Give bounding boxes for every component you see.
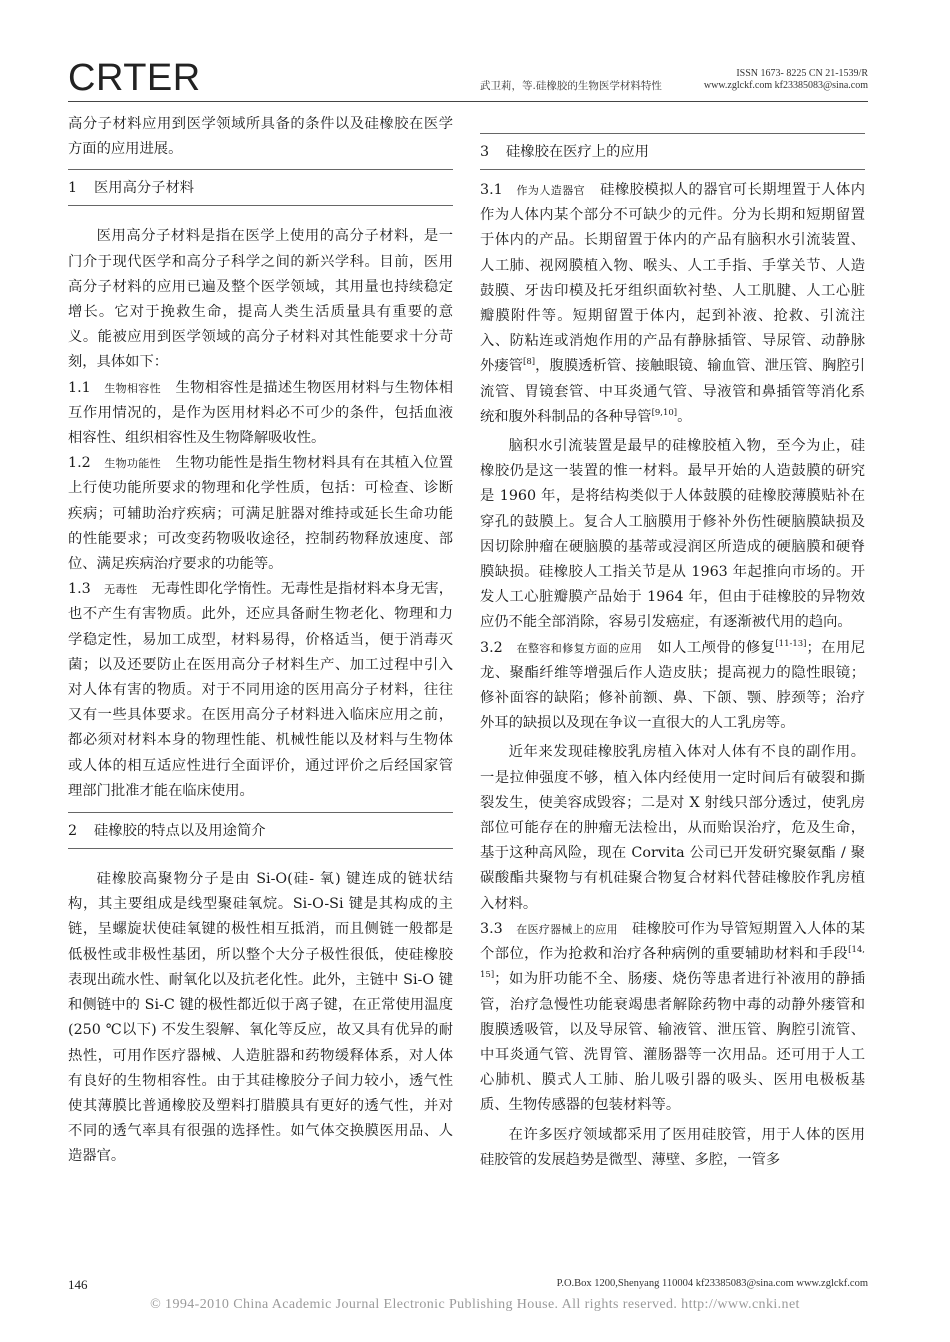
right-column (480, 112, 865, 1173)
subsection-head: 无毒性 (104, 583, 138, 597)
section-number: 1 (68, 180, 78, 197)
citation: [8] (523, 357, 536, 368)
intro-tail: 高分子材料应用到医学领域所具备的条件以及硅橡胶在医学方面的应用进展。 (68, 116, 453, 158)
page-header (68, 58, 868, 98)
citation: [9,10] (651, 408, 678, 419)
section-title: 医用高分子材料 (94, 180, 195, 197)
subsection-text: 如人工颅骨的修复 (657, 639, 776, 656)
subsection-text: 硅橡胶模拟人的器官可长期埋置于人体内作为人体内某个部分不可缺少的元件。分为长期和短期留置于体内的产品。长期留置于体内的产品有脑积水引流装置、人工肺、视网膜植入物、喉头、人工手指、手掌关节、人造鼓膜、牙齿印模及托牙组织面软衬垫、人工肌腱、人工心脏瓣膜附件等。短期留置于体内，起到补液、抢救、引流注入、防粘连或消炮作用的产品有静脉插管、导尿管、动静脉外瘘管 (480, 182, 866, 375)
subsection-3-1 (480, 178, 865, 430)
subsection-text: ；在用尼龙、聚酯纤维等增强后作人造皮肤；提高视力的隐性眼镜；修补面容的缺陷；修补前额、鼻、下颌、颚、脖颈等；治疗外耳的缺损以及现在争议一直很大的人工乳房等。 (480, 639, 866, 732)
subsection-number: 1.2 (68, 455, 91, 472)
journal-logo: CRTER (68, 57, 201, 99)
subsection-text: 生物相容性是描述生物医用材料与生物体相互作用情况的，是作为医用材料必不可少的条件，包括血液相容性、组织相容性及生物降解吸收性。 (68, 379, 453, 447)
subsection-3-3 (480, 917, 865, 1119)
page-number: 146 (68, 1277, 88, 1292)
section-3-1-paragraph: 脑积水引流装置是最早的硅橡胶植入物，至今为止，硅橡胶仍是这一装置的惟一材料。最早开始的人造鼓膜的研究是 1960 年，是将结构类似于人体鼓膜的硅橡胶薄膜贴补在穿孔的鼓膜上。复合人工脑膜用于修补外伤性硬脑膜缺损及因切除肿瘤在硬脑膜的基蒂或浸润区所造成的硬脑膜和硬脊膜缺损。硅橡胶人工指关节是从 1963 年起推向市场的。开发人工心脏瓣膜产品始于 1964 年，但由于硅橡胶的异物效应仍不能全部消除，容易引发癌症，有逐渐被代用的趋向。 (480, 438, 865, 631)
section-1-paragraph: 医用高分子材料是指在医学上使用的高分子材料，是一门介于现代医学和高分子科学之间的新兴学科。目前，医用高分子材料的应用已遍及整个医学领域，其用量也持续稳定增长。它对于挽救生命，提高人类生活质量具有重要的意义。能被应用到医学领域的高分子材料对其性能要求十分苛刻，具体如下： (68, 228, 453, 371)
subsection-text: 生物功能性是指生物材料具有在其植入位置上行使功能所要求的物理和化学性质，包括：可检查、诊断疾病；可辅助治疗疾病；可满足脏器对维持或延长生命功能的性能要求；可改变药物吸收途径，控制药物释放速度、部位、满足疾病治疗要求的功能等。 (68, 455, 453, 573)
section-rule (68, 812, 453, 813)
subsection-text: ，腹膜透析管、接触眼镜、输血管、泄压管、胸腔引流管、胃镜套管、中耳炎通气管、导液管和鼻插管等消化系统和腹外科制品的各种导管 (480, 358, 866, 425)
subsection-number: 3.1 (480, 182, 503, 198)
section-rule (68, 169, 453, 170)
subsection-head: 在医疗器械上的应用 (516, 922, 618, 936)
section-2-heading (68, 818, 453, 844)
section-3-3-paragraph: 在许多医疗领域都采用了医用硅胶管，用于人体的医用硅胶管的发展趋势是微型、薄壁、多腔，一管多 (480, 1126, 865, 1168)
citation: [11-13] (775, 638, 807, 649)
subsection-text: 无毒性即化学惰性。无毒性是指材料本身无害，也不产生有害物质。此外，还应具备耐生物老化、物理和力学稳定性，易加工成型，材料易得，价格适当，便于消毒灭菌；以及还要防止在医用高分子材料生产、加工过程中引入对人体有害的物质。对于不同用途的医用高分子材料，往往又有一些具体要求。在医用高分子材料进入临床应用之前，都必须对材料本身的物理性能、机械性能以及材料与生物体或人体的相互适应性进行全面评价，通过评价之后经国家管理部门批准才能在临床使用。 (68, 581, 454, 799)
section-number: 3 (480, 144, 490, 160)
section-3-heading (480, 139, 865, 165)
section-1-heading (68, 175, 453, 201)
section-number: 2 (68, 823, 78, 840)
subsection-head: 生物功能性 (104, 457, 161, 471)
subsection-text: 。 (677, 408, 692, 425)
section-rule (68, 205, 453, 206)
section-title: 硅橡胶在医疗上的应用 (506, 144, 649, 160)
citation: [14, 15] (480, 945, 865, 981)
left-column (68, 112, 453, 1170)
subsection-1-3 (68, 577, 453, 804)
subsection-head: 生物相容性 (104, 381, 161, 395)
subsection-1-1 (68, 376, 453, 452)
subsection-3-2 (480, 636, 865, 737)
subsection-head: 在整容和修复方面的应用 (516, 641, 643, 655)
section-title: 硅橡胶的特点以及用途简介 (94, 823, 266, 840)
copyright-notice: © 1994-2010 China Academic Journal Electronic Publishing House. All rights reserved. http://www.cnki.net (150, 1297, 800, 1312)
section-2-paragraph: 硅橡胶高聚物分子是由 Si-O(硅- 氧) 键连成的链状结构，其主要组成是线型聚硅氧烷。Si-O-Si 键是其构成的主链，呈螺旋状使硅氧键的极性相互抵消，而且侧链一般都是低极性或非极性基团，所以整个大分子极性很低，使硅橡胶表现出疏水性、耐氧化以及抗老化性。此外，主链中 Si-O 键和侧链中的 Si-C 键的极性都近似于离子键，在正常使用温度(250 ℃以下) 不发生裂解、氧化等反应，故又具有优异的耐热性，可用作医疗器械、人造脏器和药物缓释体系，对人体有良好的生物相容性。由于其硅橡胶分子间力较小，透气性使其薄膜比普通橡胶及塑料打腊膜具有更好的透气性，并对不同的透气率具有很强的选择性。如气体交换膜医用品、人造器官。 (68, 871, 453, 1165)
subsection-text: ；如为肝功能不全、肠瘘、烧伤等患者进行补液用的静插管，治疗急慢性功能衰竭患者解除药物中毒的动静外瘘管和腹膜透吸管，以及导尿管、输液管、泄压管、胸腔引流管、中耳炎通气管、洗胃管、灌肠器等一次用品。还可用于人工心肺机、膜式人工肺、胎儿吸引器的吸头、医用电极板基质、生物传感器的包装材料等。 (480, 971, 865, 1114)
subsection-head: 作为人造器官 (516, 184, 586, 197)
journal-info (704, 68, 868, 92)
header-rule (68, 101, 868, 102)
subsection-number: 3.2 (480, 639, 503, 656)
header-contact: www.zglckf.com kf23385083@sina.com (703, 80, 868, 91)
section-rule (480, 133, 865, 134)
section-rule (68, 848, 453, 849)
subsection-number: 3.3 (480, 920, 503, 937)
section-rule (480, 169, 865, 170)
subsection-number: 1.1 (68, 379, 91, 396)
subsection-number: 1.3 (68, 581, 91, 598)
section-3-2-paragraph: 近年来发现硅橡胶乳房植入体对人体有不良的副作用。一是拉伸强度不够，植入体内经使用一定时间后有破裂和撕裂发生，使美容成毁容；二是对 X 射线只部分透过，使乳房部位可能存在的肿瘤无法检出，从而贻误治疗，危及生命，基于这种高风险，现在 Corvita 公司已开发研究聚氨酯 / 聚碳酸酯共聚物与有机硅聚合物复合材料代替硅橡胶作乳房植入材料。 (480, 744, 865, 912)
running-title: 武卫莉，等.硅橡胶的生物医学材料特性 (480, 80, 662, 92)
subsection-1-2 (68, 451, 453, 577)
subsection-text: 硅橡胶可作为导管短期置入人体的某个部位，作为抢救和治疗各种病例的重要辅助材料和手段 (480, 920, 865, 963)
footer-contact: P.O.Box 1200,Shenyang 110004 kf23385083@sina.com www.zglckf.com (556, 1278, 868, 1289)
issn: ISSN 1673- 8225 CN 21-1539/R (736, 68, 868, 79)
